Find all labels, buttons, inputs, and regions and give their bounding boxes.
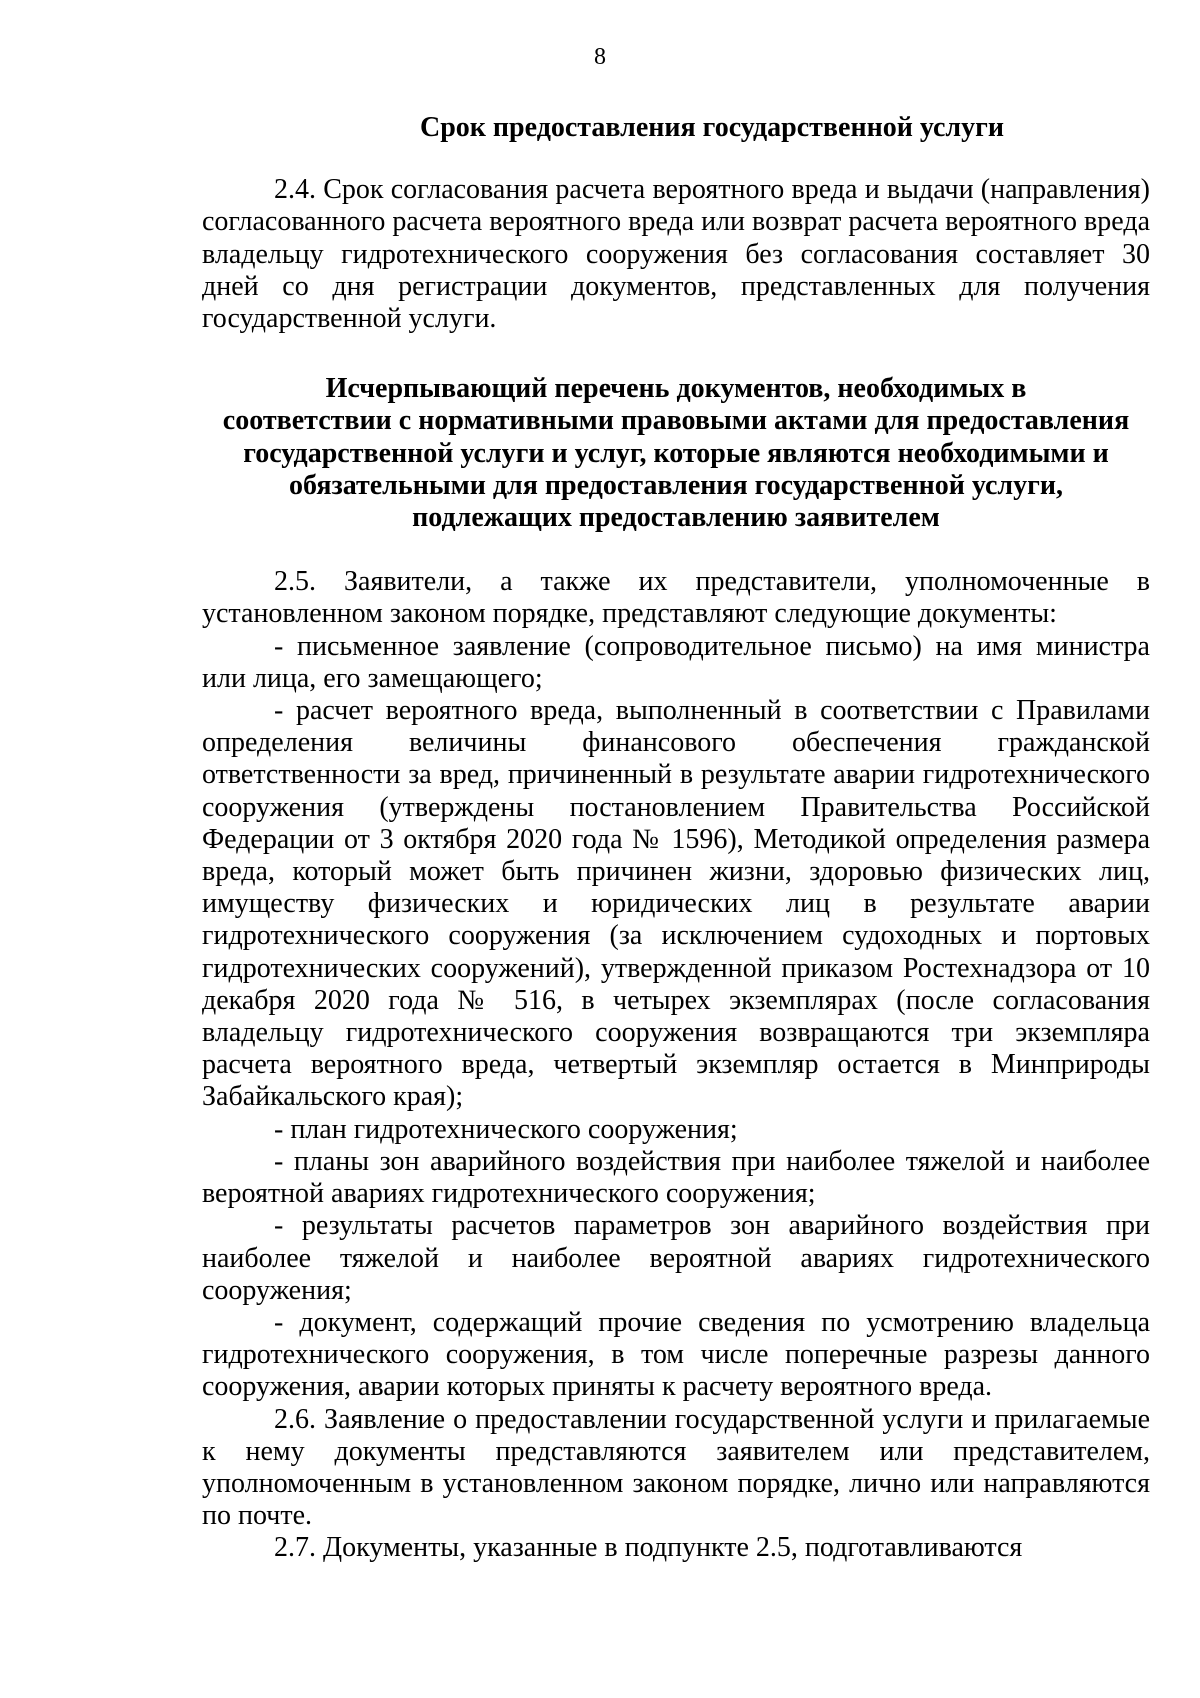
paragraph-2-7: 2.7. Документы, указанные в подпункте 2.5, подготавливаются	[274, 1532, 1023, 1564]
list-item: - письменное заявление (сопроводительное письмо) на имя министра или лица, его замещающего;	[202, 630, 1150, 694]
list-item: - план гидротехнического сооружения;	[274, 1113, 738, 1145]
paragraph-2-4: 2.4. Срок согласования расчета вероятного вреда и выдачи (направления) согласованного расчета вероятного вреда или возврат расчета вероятного вреда владельцу гидротехнического сооружения без согласования составляет 30 дней со дня регистрации документов, представленных для получения государственной услуги.	[202, 174, 1150, 335]
list-item: - документ, содержащий прочие сведения по усмотрению владельца гидротехнического сооружения, в том числе поперечные разрезы данного сооружения, аварии которых приняты к расчету вероятного вреда.	[202, 1306, 1150, 1403]
heading-line: соответствии с нормативными правовыми актами для предоставления	[222, 405, 1130, 437]
heading-line: подлежащих предоставлению заявителем	[412, 502, 940, 534]
heading-line: обязательными для предоставления государственной услуги,	[289, 469, 1063, 501]
paragraph-2-6: 2.6. Заявление о предоставлении государственной услуги и прилагаемые к нему документы представляются заявителем или представителем, уполномоченным в установленном законом порядке, лично или направляются по почте.	[202, 1403, 1150, 1532]
list-item: - результаты расчетов параметров зон аварийного воздействия при наиболее тяжелой и наиболее вероятной авариях гидротехнического сооружения;	[202, 1210, 1150, 1306]
heading-line: Исчерпывающий перечень документов, необходимых в	[325, 373, 1027, 405]
section-heading-term: Срок предоставления государственной услуги	[420, 112, 1004, 143]
page-number: 8	[594, 44, 606, 70]
document-body	[202, 112, 1150, 1565]
heading-line: государственной услуги и услуг, которые являются необходимыми и	[243, 437, 1109, 469]
section-heading-documents	[202, 373, 1150, 534]
list-item: - расчет вероятного вреда, выполненный в соответствии с Правилами определения величины финансового обеспечения гражданской ответственности за вред, причиненный в результате аварии гидротехнического сооружения (утверждены постановлением Правительства Российской Федерации от 3 октября 2020 года № 1596), Методикой определения размера вреда, который может быть причинен жизни, здоровью физических лиц, имуществу физических и юридических лиц в результате аварии гидротехнического сооружения (за исключением судоходных и портовых гидротехнических сооружений), утвержденной приказом Ростехнадзора от 10 декабря 2020 года № 516, в четырех экземплярах (после согласования владельцу гидротехнического сооружения возвращаются три экземпляра расчета вероятного вреда, четвертый экземпляр остается в Минприроды Забайкальского края);	[202, 695, 1150, 1113]
list-item: - планы зон аварийного воздействия при наиболее тяжелой и наиболее вероятной авариях гидротехнического сооружения;	[202, 1145, 1150, 1210]
paragraph-2-5: 2.5. Заявители, а также их представители, уполномоченные в установленном законом порядке, представляют следующие документы:	[202, 566, 1150, 630]
